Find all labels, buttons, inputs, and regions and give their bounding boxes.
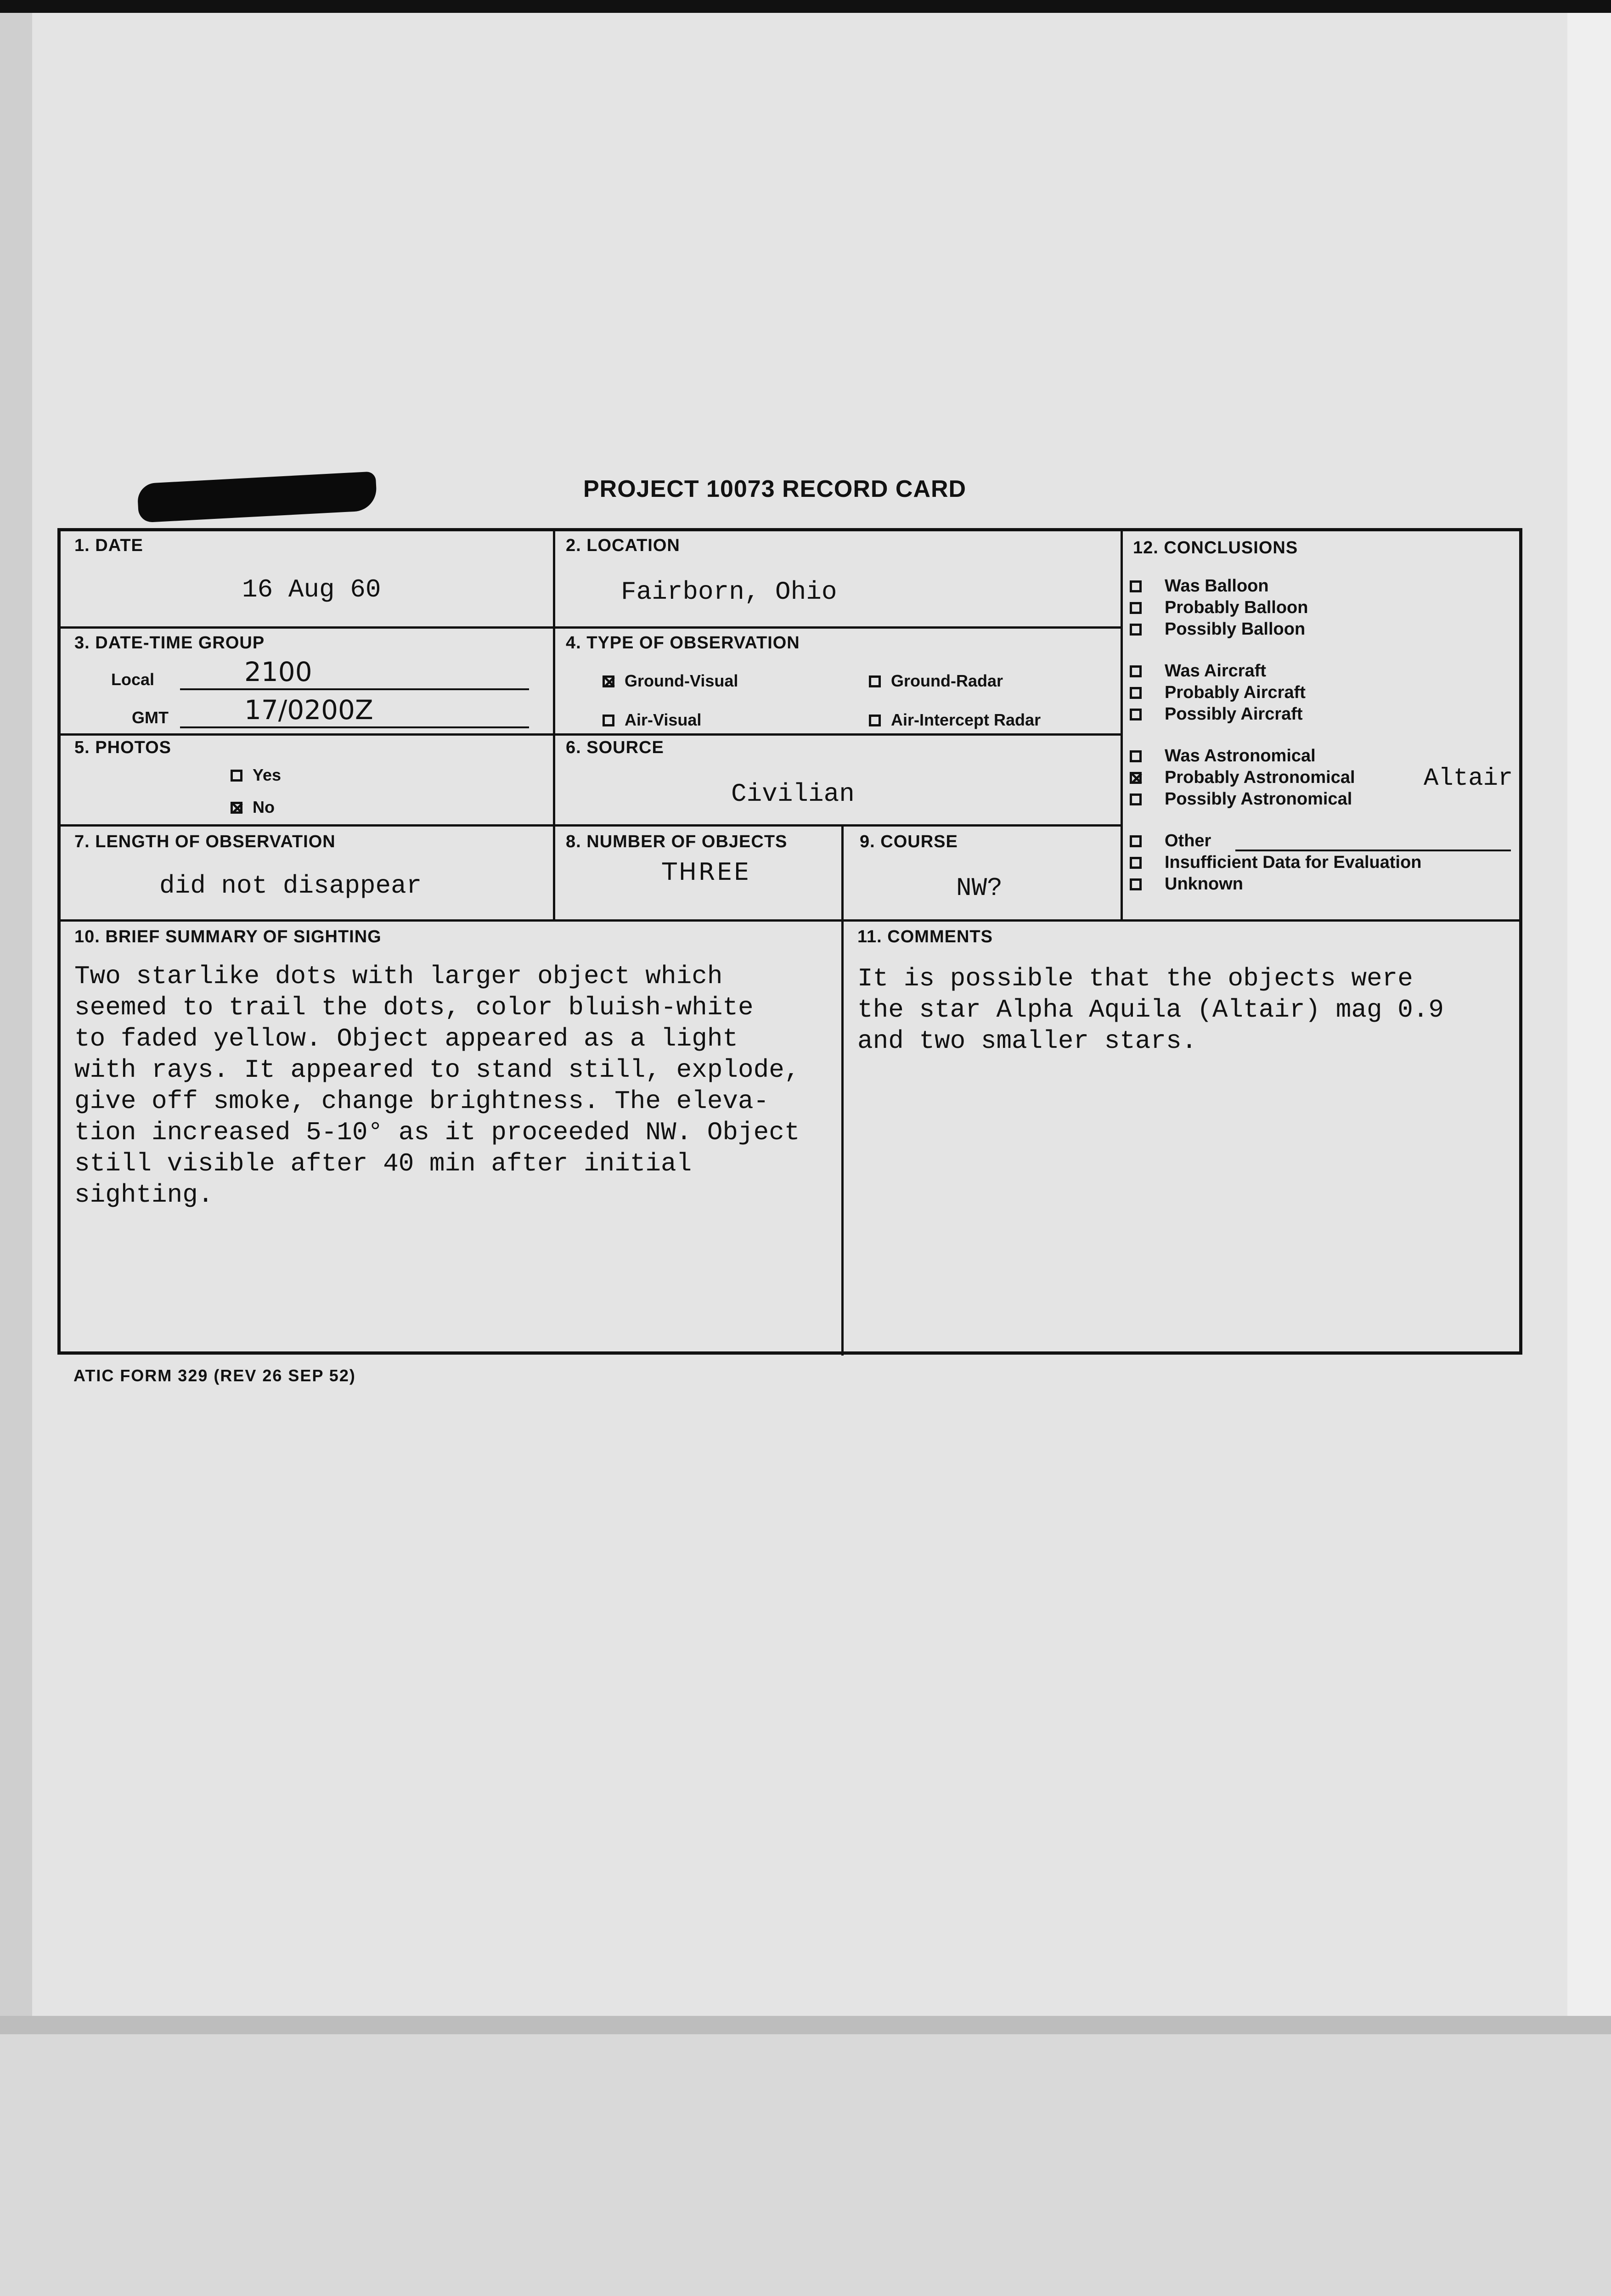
checkbox-unchecked[interactable] — [869, 715, 881, 726]
conclusion-insufficient-data: Insufficient Data for Evaluation — [1130, 853, 1422, 872]
location-value: Fairborn, Ohio — [621, 577, 837, 607]
checkbox-unchecked[interactable] — [1130, 857, 1142, 869]
summary-text — [74, 961, 800, 1210]
date-label: 1. DATE — [74, 536, 143, 555]
conclusion-was-balloon: Was Balloon — [1130, 576, 1269, 596]
obs-air-intercept: Air-Intercept Radar — [869, 710, 1041, 730]
conclusion-was-aircraft: Was Aircraft — [1130, 661, 1266, 681]
photos-no: ✕No — [231, 798, 275, 817]
checkbox-unchecked[interactable] — [603, 715, 614, 726]
obs-air-visual: Air-Visual — [603, 710, 701, 730]
conclusion-possibly-aircraft: Possibly Aircraft — [1130, 704, 1303, 724]
redaction-mark — [137, 471, 377, 523]
checkbox-unchecked[interactable] — [869, 675, 881, 687]
checkbox-unchecked[interactable] — [231, 770, 242, 782]
observation-type-label: 4. TYPE OF OBSERVATION — [566, 633, 800, 653]
other-line — [1235, 850, 1511, 851]
dtg-local-label: Local — [111, 670, 155, 689]
checkbox-unchecked[interactable] — [1130, 665, 1142, 677]
course-label: 9. COURSE — [860, 832, 958, 851]
divider — [553, 531, 555, 919]
record-card — [57, 528, 1522, 1355]
comments-label: 11. COMMENTS — [857, 927, 993, 946]
divider — [61, 824, 1121, 827]
conclusion-possibly-astronomical: Possibly Astronomical — [1130, 789, 1352, 809]
comments-line: the star Alpha Aquila (Altair) mag 0.9 — [857, 995, 1444, 1024]
summary-line: seemed to trail the dots, color bluish-white — [74, 993, 754, 1022]
conclusions-label: 12. CONCLUSIONS — [1133, 538, 1298, 557]
summary-line: to faded yellow. Object appeared as a light — [74, 1024, 738, 1053]
card-title: PROJECT 10073 RECORD CARD — [583, 476, 967, 502]
checkbox-unchecked[interactable] — [1130, 580, 1142, 592]
divider — [1121, 531, 1123, 919]
summary-label: 10. BRIEF SUMMARY OF SIGHTING — [74, 927, 382, 946]
photos-yes: Yes — [231, 765, 281, 785]
dtg-local-value: 2100 — [244, 656, 312, 687]
checkbox-unchecked[interactable] — [1130, 793, 1142, 805]
summary-line: tion increased 5-10° as it proceeded NW. Object — [74, 1118, 800, 1147]
date-value: 16 Aug 60 — [242, 575, 381, 604]
checkbox-unchecked[interactable] — [1130, 750, 1142, 762]
checkbox-unchecked[interactable] — [1130, 878, 1142, 890]
conclusion-other: Other — [1130, 831, 1211, 851]
length-value: did not disappear — [159, 871, 422, 900]
page-fold — [0, 2016, 1611, 2034]
conclusion-probably-aircraft: Probably Aircraft — [1130, 683, 1306, 703]
scan-edge-left — [0, 0, 32, 2296]
summary-line: sighting. — [74, 1180, 214, 1210]
obs-ground-radar: Ground-Radar — [869, 671, 1003, 691]
conclusion-was-astronomical: Was Astronomical — [1130, 746, 1316, 766]
checkbox-unchecked[interactable] — [1130, 602, 1142, 614]
dtg-gmt-label: GMT — [132, 708, 169, 727]
checkbox-unchecked[interactable] — [1130, 835, 1142, 847]
photos-label: 5. PHOTOS — [74, 738, 172, 757]
checkbox-checked[interactable] — [231, 802, 242, 814]
source-value: Civilian — [731, 779, 855, 809]
page-lower-area — [0, 2034, 1611, 2296]
objects-label: 8. NUMBER OF OBJECTS — [566, 832, 788, 851]
location-label: 2. LOCATION — [566, 536, 680, 555]
divider — [841, 824, 844, 919]
length-label: 7. LENGTH OF OBSERVATION — [74, 832, 336, 851]
form-number: ATIC FORM 329 (REV 26 SEP 52) — [73, 1366, 356, 1385]
conclusion-probably-astronomical: ✕Probably Astronomical — [1130, 768, 1355, 788]
conclusion-unknown: Unknown — [1130, 874, 1243, 894]
divider — [841, 919, 844, 1356]
source-label: 6. SOURCE — [566, 738, 664, 757]
course-value: NW? — [956, 873, 1003, 903]
dtg-gmt-value: 17/0200Z — [244, 694, 373, 726]
summary-line: with rays. It appeared to stand still, explode, — [74, 1055, 800, 1085]
comments-text — [857, 963, 1444, 1057]
summary-line: Two starlike dots with larger object which — [74, 962, 723, 991]
checkbox-unchecked[interactable] — [1130, 624, 1142, 636]
dtg-label: 3. DATE-TIME GROUP — [74, 633, 265, 653]
dtg-local-line — [180, 688, 529, 690]
conclusion-possibly-balloon: Possibly Balloon — [1130, 619, 1305, 639]
comments-line: It is possible that the objects were — [857, 964, 1413, 993]
checkbox-checked[interactable] — [603, 675, 614, 687]
scan-edge-right — [1567, 0, 1611, 2296]
checkbox-unchecked[interactable] — [1130, 709, 1142, 720]
checkbox-checked[interactable] — [1130, 772, 1142, 784]
objects-value: THREE — [662, 858, 751, 886]
obs-ground-visual: ✕Ground-Visual — [603, 671, 738, 691]
scan-edge-top — [0, 0, 1611, 13]
conclusion-annotation: Altair — [1424, 765, 1513, 793]
comments-line: and two smaller stars. — [857, 1026, 1197, 1056]
divider — [61, 626, 1121, 629]
checkbox-unchecked[interactable] — [1130, 687, 1142, 699]
divider — [61, 733, 1121, 736]
divider — [61, 919, 1521, 922]
conclusion-probably-balloon: Probably Balloon — [1130, 598, 1308, 618]
summary-line: give off smoke, change brightness. The eleva- — [74, 1086, 769, 1116]
dtg-gmt-line — [180, 726, 529, 728]
summary-line: still visible after 40 min after initial — [74, 1149, 692, 1178]
